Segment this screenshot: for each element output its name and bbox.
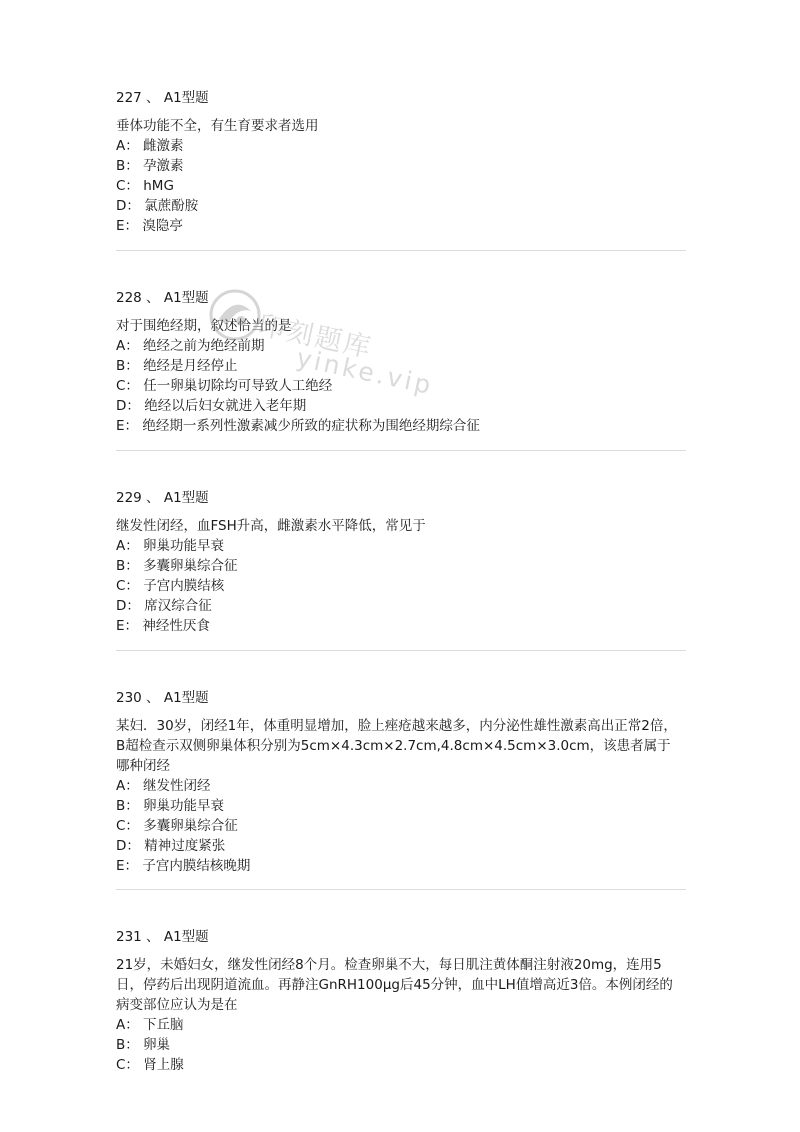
option-a bbox=[116, 336, 686, 356]
option-text: 卵巢功能早衰 bbox=[143, 538, 225, 554]
question-stem: 垂体功能不全，有生育要求者选用 bbox=[116, 118, 319, 134]
option-b bbox=[116, 796, 686, 816]
option-list bbox=[116, 536, 686, 636]
option-c bbox=[116, 176, 686, 196]
watermark-url: yinke.vip bbox=[293, 343, 437, 401]
option-list bbox=[116, 136, 686, 236]
option-letter: B： bbox=[116, 798, 139, 814]
question-228 bbox=[116, 288, 686, 436]
option-c bbox=[116, 1055, 686, 1075]
option-a bbox=[116, 136, 686, 156]
option-e bbox=[116, 616, 686, 636]
option-text: 子宫内膜结核 bbox=[143, 578, 225, 594]
option-text: 绝经之前为绝经前期 bbox=[143, 338, 265, 354]
question-230 bbox=[116, 688, 686, 876]
option-b bbox=[116, 556, 686, 576]
option-text: 肾上腺 bbox=[143, 1057, 184, 1073]
question-header: 228 、 A1型题 bbox=[116, 290, 209, 306]
option-letter: C： bbox=[116, 378, 139, 394]
option-b bbox=[116, 356, 686, 376]
question-divider bbox=[116, 889, 686, 890]
option-text: 精神过度紧张 bbox=[144, 838, 226, 854]
question-stem: 21岁，未婚妇女，继发性闭经8个月。检查卵巢不大，每日肌注黄体酮注射液20mg，连用5日，停药后出现阴道流血。再静注GnRH100μg后45分钟，血中LH值增高近3倍。本例闭经的病变部位应认为是在 bbox=[116, 957, 673, 1013]
option-letter: C： bbox=[116, 178, 139, 194]
question-header: 231 、 A1型题 bbox=[116, 929, 209, 945]
option-b bbox=[116, 1035, 686, 1055]
option-text: 子宫内膜结核晚期 bbox=[142, 858, 251, 874]
question-231 bbox=[116, 927, 686, 1075]
option-letter: B： bbox=[116, 358, 139, 374]
option-d bbox=[116, 596, 686, 616]
option-d bbox=[116, 836, 686, 856]
option-c bbox=[116, 576, 686, 596]
option-letter: D： bbox=[116, 598, 140, 614]
question-227 bbox=[116, 88, 686, 236]
question-stem: 继发性闭经，血FSH升高，雌激素水平降低，常见于 bbox=[116, 518, 426, 534]
option-letter: D： bbox=[116, 198, 140, 214]
watermark-text: 印刻题库 bbox=[255, 309, 376, 365]
option-letter: D： bbox=[116, 838, 140, 854]
question-header: 229 、 A1型题 bbox=[116, 490, 209, 506]
question-header: 230 、 A1型题 bbox=[116, 690, 209, 706]
option-a bbox=[116, 776, 686, 796]
question-stem: 某妇．30岁，闭经1年，体重明显增加，脸上痤疮越来越多，内分泌性雄性激素高出正常2倍，B超检查示双侧卵巢体积分别为5cm×4.3cm×2.7cm,4.8cm×4.5cm×3.0cm，该患者属于哪种闭经 bbox=[116, 718, 677, 774]
option-letter: A： bbox=[116, 1017, 139, 1033]
option-c bbox=[116, 816, 686, 836]
option-letter: C： bbox=[116, 578, 139, 594]
option-b bbox=[116, 156, 686, 176]
option-letter: E： bbox=[116, 418, 139, 434]
option-letter: B： bbox=[116, 558, 139, 574]
option-letter: B： bbox=[116, 158, 139, 174]
option-letter: A： bbox=[116, 538, 139, 554]
option-text: 任一卵巢切除均可导致人工绝经 bbox=[143, 378, 333, 394]
option-list bbox=[116, 336, 686, 436]
option-a bbox=[116, 1015, 686, 1035]
option-text: 溴隐亭 bbox=[142, 218, 183, 234]
option-text: 绝经以后妇女就进入老年期 bbox=[144, 398, 307, 414]
option-letter: C： bbox=[116, 818, 139, 834]
option-text: 雌激素 bbox=[143, 138, 184, 154]
option-text: 绝经是月经停止 bbox=[143, 358, 238, 374]
question-header: 227 、 A1型题 bbox=[116, 90, 209, 106]
option-e bbox=[116, 416, 686, 436]
option-a bbox=[116, 536, 686, 556]
option-text: 席汉综合征 bbox=[144, 598, 212, 614]
option-text: 多囊卵巢综合征 bbox=[143, 558, 238, 574]
option-text: 继发性闭经 bbox=[143, 778, 211, 794]
option-list bbox=[116, 776, 686, 876]
option-letter: C： bbox=[116, 1057, 139, 1073]
option-letter: A： bbox=[116, 338, 139, 354]
option-letter: A： bbox=[116, 138, 139, 154]
option-text: hMG bbox=[143, 178, 174, 194]
option-text: 神经性厌食 bbox=[142, 618, 210, 634]
question-divider bbox=[116, 650, 686, 651]
option-text: 绝经期一系列性激素减少所致的症状称为围绝经期综合征 bbox=[142, 418, 480, 434]
option-d bbox=[116, 196, 686, 216]
option-text: 下丘脑 bbox=[143, 1017, 184, 1033]
option-e bbox=[116, 856, 686, 876]
option-letter: E： bbox=[116, 218, 139, 234]
question-229 bbox=[116, 488, 686, 636]
option-text: 卵巢 bbox=[143, 1037, 171, 1053]
option-letter: B： bbox=[116, 1037, 139, 1053]
option-text: 卵巢功能早衰 bbox=[143, 798, 225, 814]
option-c bbox=[116, 376, 686, 396]
option-letter: A： bbox=[116, 778, 139, 794]
question-divider bbox=[116, 250, 686, 251]
option-text: 氯蔗酚胺 bbox=[144, 198, 199, 214]
question-divider bbox=[116, 450, 686, 451]
option-list bbox=[116, 1015, 686, 1075]
option-letter: E： bbox=[116, 618, 139, 634]
option-text: 多囊卵巢综合征 bbox=[143, 818, 238, 834]
option-letter: D： bbox=[116, 398, 140, 414]
option-letter: E： bbox=[116, 858, 139, 874]
question-stem: 对于围绝经期，叙述恰当的是 bbox=[116, 318, 292, 334]
option-d bbox=[116, 396, 686, 416]
option-e bbox=[116, 216, 686, 236]
option-text: 孕激素 bbox=[143, 158, 184, 174]
